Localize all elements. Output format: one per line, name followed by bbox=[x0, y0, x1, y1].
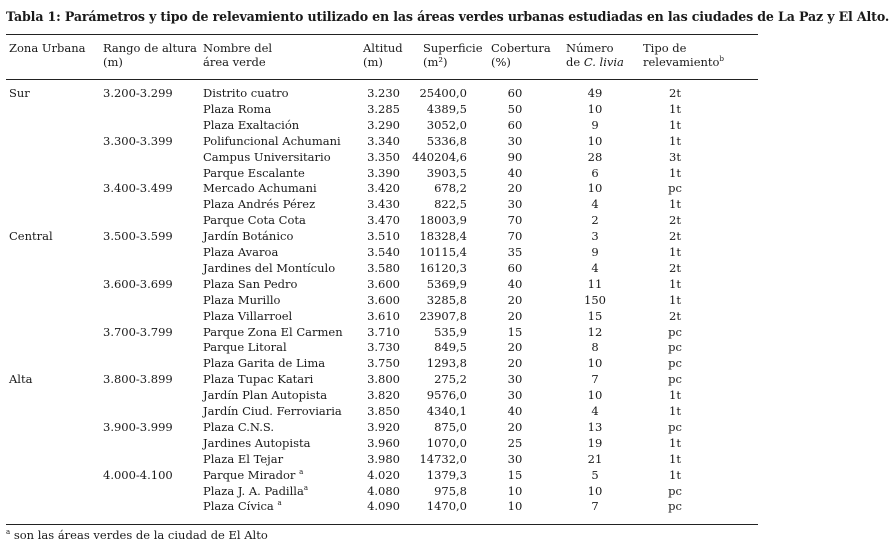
nombre-text: Plaza Exaltación bbox=[203, 117, 300, 132]
numero-cell: 10 bbox=[587, 133, 603, 148]
numero-cell: 150 bbox=[584, 292, 606, 307]
tipo-cell: pc bbox=[668, 419, 682, 434]
nombre-cell bbox=[203, 180, 317, 196]
nombre-text: Mercado Achumani bbox=[203, 181, 317, 196]
numero-cell: 10 bbox=[587, 483, 603, 498]
nombre-text: Plaza Murillo bbox=[203, 292, 281, 307]
tipo-cell: 2t bbox=[669, 213, 681, 228]
tipo-cell: 1t bbox=[669, 435, 681, 450]
altitud-cell: 3.470 bbox=[367, 213, 400, 228]
zona-cell: Sur bbox=[9, 86, 30, 100]
altitud-cell: 3.710 bbox=[367, 324, 400, 339]
nombre-cell bbox=[203, 149, 331, 165]
header-cobertura-line2: (%) bbox=[491, 55, 511, 69]
altitud-cell: 3.610 bbox=[367, 308, 400, 323]
header-zona bbox=[9, 41, 86, 55]
nombre-footnote-mark: a bbox=[277, 499, 282, 508]
nombre-cell bbox=[203, 117, 299, 133]
tipo-cell: 1t bbox=[669, 245, 681, 259]
nombre-text: Plaza Villarroel bbox=[203, 308, 293, 323]
cobertura-cell: 50 bbox=[507, 101, 523, 116]
nombre-footnote-mark: a bbox=[299, 467, 304, 476]
superficie-cell: 14732,0 bbox=[419, 451, 467, 466]
nombre-text: Plaza J. A. Padilla bbox=[203, 483, 304, 498]
nombre-text: Jardín Botánico bbox=[203, 229, 294, 244]
nombre-text: Plaza Avaroa bbox=[203, 245, 279, 259]
superficie-cell: 18328,4 bbox=[419, 229, 467, 244]
zona-cell: Central bbox=[9, 229, 53, 244]
tipo-cell: pc bbox=[668, 356, 682, 371]
cobertura-cell: 30 bbox=[507, 197, 523, 212]
superficie-cell: 3285,8 bbox=[426, 292, 467, 307]
numero-cell: 7 bbox=[591, 499, 599, 514]
nombre-text: Jardín Ciud. Ferroviaria bbox=[203, 404, 342, 418]
nombre-cell bbox=[203, 212, 306, 228]
altitud-cell: 3.430 bbox=[367, 197, 400, 212]
header-tipo-line2 bbox=[643, 55, 724, 69]
superficie-cell: 1293,8 bbox=[426, 356, 467, 371]
tipo-cell: 1t bbox=[669, 276, 681, 291]
nombre-cell bbox=[203, 419, 274, 435]
nombre-cell bbox=[203, 244, 278, 260]
nombre-text: Plaza Tupac Katari bbox=[203, 372, 314, 387]
altitud-cell: 3.230 bbox=[367, 86, 400, 100]
numero-cell: 9 bbox=[591, 117, 599, 132]
altitud-cell: 4.080 bbox=[367, 483, 400, 498]
rango-cell: 3.200-3.299 bbox=[103, 86, 173, 100]
rango-cell: 3.900-3.999 bbox=[103, 419, 173, 434]
superficie-cell: 23907,8 bbox=[419, 308, 467, 323]
altitud-cell: 3.350 bbox=[367, 149, 400, 164]
tipo-cell: 2t bbox=[669, 229, 681, 244]
nombre-cell bbox=[203, 196, 315, 212]
top-rule bbox=[6, 34, 758, 35]
altitud-cell: 3.600 bbox=[367, 276, 400, 291]
header-rango-line2: (m) bbox=[103, 55, 123, 69]
table-row bbox=[0, 117, 764, 133]
tipo-cell: 1t bbox=[669, 292, 681, 307]
altitud-cell: 3.960 bbox=[367, 435, 400, 450]
tipo-cell: 1t bbox=[669, 197, 681, 212]
nombre-text: Parque Mirador bbox=[203, 467, 300, 482]
table-row bbox=[0, 276, 764, 292]
numero-cell: 21 bbox=[587, 451, 603, 466]
numero-cell: 3 bbox=[591, 229, 599, 244]
table-row bbox=[0, 324, 764, 340]
altitud-cell: 3.920 bbox=[367, 419, 400, 434]
table-row bbox=[0, 101, 764, 117]
rango-cell: 3.500-3.599 bbox=[103, 229, 173, 244]
cobertura-cell: 20 bbox=[507, 308, 523, 323]
header-rule bbox=[6, 79, 758, 80]
nombre-text: Campus Universitario bbox=[203, 149, 331, 164]
header-numero-line2 bbox=[566, 55, 624, 69]
table-row bbox=[0, 212, 764, 228]
numero-cell: 4 bbox=[591, 260, 599, 275]
nombre-text: Jardines Autopista bbox=[203, 435, 311, 450]
nombre-text: Plaza C.N.S. bbox=[203, 419, 274, 434]
altitud-cell: 3.510 bbox=[367, 229, 400, 244]
nombre-cell bbox=[203, 435, 310, 451]
altitud-cell: 3.750 bbox=[367, 356, 400, 371]
cobertura-cell: 20 bbox=[507, 356, 523, 371]
cobertura-cell: 30 bbox=[507, 133, 523, 148]
table-row bbox=[0, 403, 764, 419]
tipo-cell: 1t bbox=[669, 165, 681, 180]
tipo-cell: 1t bbox=[669, 388, 681, 403]
header-altitud bbox=[363, 41, 403, 69]
superficie-cell: 535,9 bbox=[434, 324, 467, 339]
nombre-cell bbox=[203, 339, 287, 355]
nombre-text: Jardín Plan Autopista bbox=[203, 388, 328, 403]
altitud-cell: 3.290 bbox=[367, 117, 400, 132]
nombre-footnote-mark: a bbox=[303, 483, 309, 492]
superficie-cell: 5336,8 bbox=[426, 133, 467, 148]
numero-cell: 10 bbox=[587, 181, 603, 196]
cobertura-cell: 90 bbox=[507, 149, 523, 164]
tipo-cell: pc bbox=[668, 340, 682, 355]
superficie-cell: 18003,9 bbox=[419, 213, 467, 228]
nombre-text: Plaza Cívica bbox=[203, 499, 278, 514]
superficie-cell: 1070,0 bbox=[426, 435, 467, 450]
altitud-cell: 3.800 bbox=[367, 372, 400, 387]
nombre-cell bbox=[203, 133, 341, 149]
numero-cell: 49 bbox=[587, 86, 603, 100]
numero-cell: 7 bbox=[591, 372, 599, 387]
header-zona-label: Zona Urbana bbox=[9, 41, 86, 55]
bottom-rule bbox=[6, 524, 758, 525]
altitud-cell: 3.285 bbox=[367, 101, 400, 116]
numero-cell: 10 bbox=[587, 101, 603, 116]
header-altitud-line1: Altitud bbox=[363, 41, 403, 55]
superficie-cell: 4389,5 bbox=[426, 101, 467, 116]
table-row bbox=[0, 435, 764, 451]
footnote-mark: a bbox=[6, 528, 11, 537]
rango-cell: 3.600-3.699 bbox=[103, 276, 173, 291]
nombre-cell bbox=[203, 101, 271, 117]
cobertura-cell: 15 bbox=[507, 324, 523, 339]
nombre-cell bbox=[203, 498, 282, 514]
numero-cell: 4 bbox=[591, 197, 599, 212]
altitud-cell: 3.540 bbox=[367, 245, 400, 259]
superficie-cell: 3903,5 bbox=[426, 165, 467, 180]
superficie-cell: 10115,4 bbox=[419, 245, 467, 259]
nombre-cell bbox=[203, 451, 283, 467]
nombre-cell bbox=[203, 324, 343, 340]
rango-cell: 3.400-3.499 bbox=[103, 181, 173, 196]
superficie-cell: 1470,0 bbox=[426, 499, 467, 514]
header-tipo-label: relevamiento bbox=[643, 55, 720, 69]
table-row bbox=[0, 180, 764, 196]
nombre-cell bbox=[203, 467, 303, 483]
table-row bbox=[0, 133, 764, 149]
nombre-cell bbox=[203, 292, 280, 308]
superficie-cell: 5369,9 bbox=[426, 276, 467, 291]
numero-cell: 28 bbox=[587, 149, 603, 164]
nombre-cell bbox=[203, 308, 292, 324]
altitud-cell: 3.850 bbox=[367, 404, 400, 418]
header-superficie-line2: (m²) bbox=[423, 55, 448, 69]
nombre-cell bbox=[203, 371, 313, 387]
header-numero-species: C. livia bbox=[583, 55, 624, 69]
nombre-cell bbox=[203, 260, 335, 276]
cobertura-cell: 30 bbox=[507, 388, 523, 403]
altitud-cell: 3.820 bbox=[367, 388, 400, 403]
nombre-cell bbox=[203, 276, 297, 292]
superficie-cell: 875,0 bbox=[434, 419, 467, 434]
header-numero-prefix: de bbox=[566, 55, 584, 69]
table-row bbox=[0, 292, 764, 308]
nombre-text: Parque Escalante bbox=[203, 165, 305, 180]
table-row bbox=[0, 483, 764, 499]
cobertura-cell: 15 bbox=[507, 467, 523, 482]
table-row bbox=[0, 467, 764, 483]
cobertura-cell: 20 bbox=[507, 419, 523, 434]
superficie-cell: 275,2 bbox=[434, 372, 467, 387]
table-row bbox=[0, 339, 764, 355]
header-cobertura-line1: Cobertura bbox=[491, 41, 551, 55]
cobertura-cell: 20 bbox=[507, 292, 523, 307]
footnote-text: son las áreas verdes de la ciudad de El Alto bbox=[10, 528, 268, 542]
nombre-text: Parque Zona El Carmen bbox=[203, 324, 343, 339]
altitud-cell: 3.980 bbox=[367, 451, 400, 466]
tipo-cell: pc bbox=[668, 324, 682, 339]
cobertura-cell: 30 bbox=[507, 372, 523, 387]
table-row bbox=[0, 308, 764, 324]
header-rango bbox=[103, 41, 197, 69]
table-row bbox=[0, 228, 764, 244]
altitud-cell: 4.090 bbox=[367, 499, 400, 514]
cobertura-cell: 60 bbox=[507, 260, 523, 275]
table-row bbox=[0, 260, 764, 276]
cobertura-cell: 60 bbox=[507, 86, 523, 100]
table-row bbox=[0, 244, 764, 260]
header-tipo bbox=[643, 41, 724, 69]
header-nombre bbox=[203, 41, 272, 69]
tipo-cell: 2t bbox=[669, 86, 681, 100]
nombre-text: Plaza El Tejar bbox=[203, 451, 284, 466]
rango-cell: 3.800-3.899 bbox=[103, 372, 173, 387]
tipo-cell: pc bbox=[668, 372, 682, 387]
cobertura-cell: 40 bbox=[507, 276, 523, 291]
nombre-cell bbox=[203, 85, 289, 101]
table-row bbox=[0, 451, 764, 467]
numero-cell: 13 bbox=[587, 419, 603, 434]
superficie-cell: 4340,1 bbox=[426, 404, 467, 418]
nombre-cell bbox=[203, 355, 325, 371]
numero-cell: 12 bbox=[587, 324, 603, 339]
table-row bbox=[0, 85, 764, 101]
table-row bbox=[0, 165, 764, 181]
nombre-text: Parque Cota Cota bbox=[203, 213, 306, 228]
altitud-cell: 4.020 bbox=[367, 467, 400, 482]
rango-cell: 4.000-4.100 bbox=[103, 467, 173, 482]
nombre-text: Polifuncional Achumani bbox=[203, 133, 341, 148]
superficie-cell: 25400,0 bbox=[419, 86, 467, 100]
tipo-cell: 1t bbox=[669, 101, 681, 116]
header-altitud-line2: (m) bbox=[363, 55, 383, 69]
numero-cell: 8 bbox=[591, 340, 599, 355]
cobertura-cell: 70 bbox=[507, 229, 523, 244]
numero-cell: 11 bbox=[587, 276, 603, 291]
nombre-text: Plaza San Pedro bbox=[203, 276, 298, 291]
header-cobertura bbox=[491, 41, 551, 69]
rango-cell: 3.700-3.799 bbox=[103, 324, 173, 339]
altitud-cell: 3.580 bbox=[367, 260, 400, 275]
header-superficie bbox=[423, 41, 483, 69]
cobertura-cell: 20 bbox=[507, 340, 523, 355]
numero-cell: 5 bbox=[591, 467, 599, 482]
cobertura-cell: 25 bbox=[507, 435, 523, 450]
cobertura-cell: 60 bbox=[507, 117, 523, 132]
nombre-cell bbox=[203, 387, 327, 403]
nombre-text: Jardines del Montículo bbox=[203, 260, 336, 275]
superficie-cell: 1379,3 bbox=[426, 467, 467, 482]
header-tipo-line1: Tipo de bbox=[643, 41, 687, 55]
tipo-cell: 1t bbox=[669, 467, 681, 482]
superficie-cell: 822,5 bbox=[434, 197, 467, 212]
cobertura-cell: 10 bbox=[507, 483, 523, 498]
header-numero-line1: Número bbox=[566, 41, 614, 55]
header-tipo-footnote-mark: b bbox=[719, 55, 724, 64]
cobertura-cell: 35 bbox=[507, 245, 523, 259]
cobertura-cell: 40 bbox=[507, 165, 523, 180]
tipo-cell: 1t bbox=[669, 404, 681, 418]
altitud-cell: 3.730 bbox=[367, 340, 400, 355]
superficie-cell: 16120,3 bbox=[419, 260, 467, 275]
table-row bbox=[0, 355, 764, 371]
header-numero bbox=[566, 41, 624, 69]
tipo-cell: pc bbox=[668, 181, 682, 196]
superficie-cell: 849,5 bbox=[434, 340, 467, 355]
nombre-cell bbox=[203, 403, 342, 419]
superficie-cell: 9576,0 bbox=[426, 388, 467, 403]
nombre-cell bbox=[203, 483, 308, 499]
table-row bbox=[0, 371, 764, 387]
table-row bbox=[0, 419, 764, 435]
table-title: Tabla 1: Parámetros y tipo de relevamiento utilizado en las áreas verdes urbanas estudiadas en las ciudades de La Paz y El Alto. bbox=[6, 9, 889, 24]
cobertura-cell: 10 bbox=[507, 499, 523, 514]
header-nombre-line2: área verde bbox=[203, 55, 266, 69]
nombre-text: Distrito cuatro bbox=[203, 86, 289, 100]
numero-cell: 4 bbox=[591, 404, 599, 418]
tipo-cell: 3t bbox=[669, 149, 681, 164]
numero-cell: 10 bbox=[587, 356, 603, 371]
tipo-cell: 1t bbox=[669, 451, 681, 466]
cobertura-cell: 70 bbox=[507, 213, 523, 228]
rango-cell: 3.300-3.399 bbox=[103, 133, 173, 148]
numero-cell: 9 bbox=[591, 245, 599, 259]
header-nombre-line1: Nombre del bbox=[203, 41, 273, 55]
footnote bbox=[6, 528, 268, 542]
numero-cell: 6 bbox=[591, 165, 599, 180]
cobertura-cell: 30 bbox=[507, 451, 523, 466]
superficie-cell: 678,2 bbox=[434, 181, 467, 196]
superficie-cell: 440204,6 bbox=[412, 149, 467, 164]
tipo-cell: 1t bbox=[669, 133, 681, 148]
header-superficie-line1: Superficie bbox=[423, 41, 483, 55]
altitud-cell: 3.390 bbox=[367, 165, 400, 180]
cobertura-cell: 40 bbox=[507, 404, 523, 418]
nombre-cell bbox=[203, 228, 293, 244]
nombre-cell bbox=[203, 165, 305, 181]
tipo-cell: pc bbox=[668, 483, 682, 498]
cobertura-cell: 20 bbox=[507, 181, 523, 196]
nombre-text: Plaza Andrés Pérez bbox=[203, 197, 316, 212]
nombre-text: Plaza Roma bbox=[203, 101, 272, 116]
altitud-cell: 3.420 bbox=[367, 181, 400, 196]
tipo-cell: 2t bbox=[669, 260, 681, 275]
numero-cell: 19 bbox=[587, 435, 603, 450]
superficie-cell: 975,8 bbox=[434, 483, 467, 498]
altitud-cell: 3.340 bbox=[367, 133, 400, 148]
numero-cell: 15 bbox=[587, 308, 603, 323]
numero-cell: 2 bbox=[591, 213, 599, 228]
nombre-text: Parque Litoral bbox=[203, 340, 287, 355]
table-row bbox=[0, 196, 764, 212]
table-row bbox=[0, 498, 764, 514]
tipo-cell: 2t bbox=[669, 308, 681, 323]
header-rango-line1: Rango de altura bbox=[103, 41, 197, 55]
superficie-cell: 3052,0 bbox=[426, 117, 467, 132]
tipo-cell: 1t bbox=[669, 117, 681, 132]
nombre-text: Plaza Garita de Lima bbox=[203, 356, 326, 371]
tipo-cell: pc bbox=[668, 499, 682, 514]
table-row bbox=[0, 387, 764, 403]
altitud-cell: 3.600 bbox=[367, 292, 400, 307]
zona-cell: Alta bbox=[9, 372, 33, 387]
numero-cell: 10 bbox=[587, 388, 603, 403]
table-row bbox=[0, 149, 764, 165]
